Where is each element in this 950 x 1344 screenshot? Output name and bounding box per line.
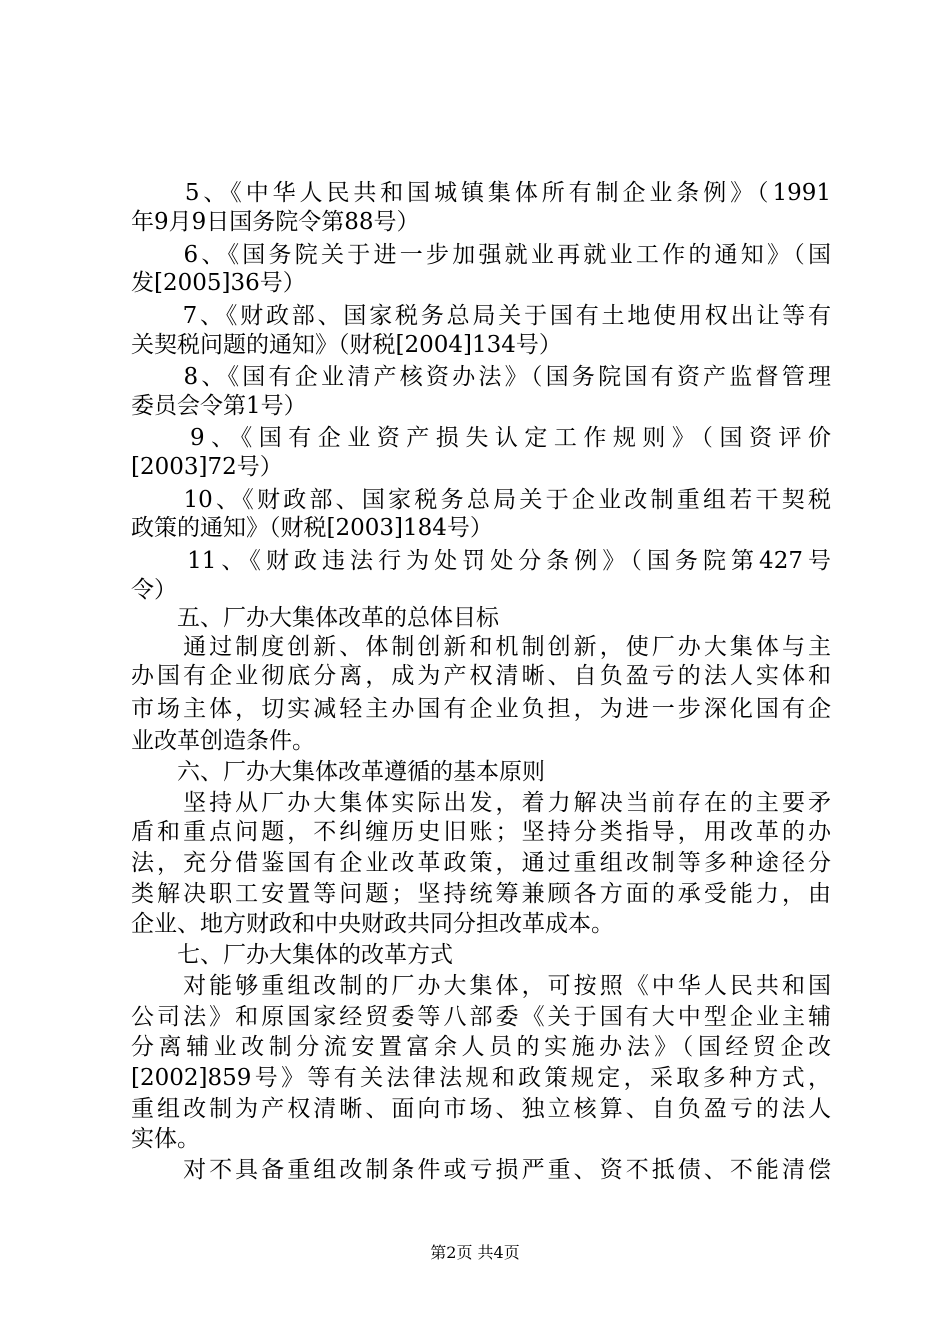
text-line: 坚持从厂办大集体实际出发，着力解决当前存在的主要矛 — [131, 790, 831, 816]
text-line: 发[2005]36号） — [131, 270, 306, 296]
text-line: 类解决职工安置等问题；坚持统筹兼顾各方面的承受能力，由 — [131, 881, 831, 907]
text-line: [2002]859号》等有关法律法规和政策规定，采取多种方式， — [131, 1065, 831, 1091]
text-line: 公司法》和原国家经贸委等八部委《关于国有大中型企业主辅 — [131, 1004, 831, 1030]
text-line: 7、《财政部、国家税务总局关于国有土地使用权出让等有 — [131, 303, 831, 329]
text-line: 市场主体，切实减轻主办国有企业负担，为进一步深化国有企 — [131, 696, 831, 722]
text-line: 年9月9日国务院令第88号） — [131, 209, 420, 235]
text-line: 令） — [131, 577, 177, 603]
text-line: [2003]72号） — [131, 454, 283, 480]
text-line: 5、《中华人民共和国城镇集体所有制企业条例》（1991 — [131, 180, 831, 206]
text-line: 10、《财政部、国家税务总局关于企业改制重组若干契税 — [131, 487, 831, 513]
text-line: 6、《国务院关于进一步加强就业再就业工作的通知》（国 — [131, 242, 831, 268]
text-line: 9、《国有企业资产损失认定工作规则》（国资评价 — [131, 425, 831, 451]
section-heading: 七、厂办大集体的改革方式 — [131, 942, 453, 968]
text-line: 通过制度创新、体制创新和机制创新，使厂办大集体与主 — [131, 634, 831, 660]
text-line: 实体。 — [131, 1126, 200, 1152]
text-line: 11、《财政违法行为处罚处分条例》（国务院第427号 — [131, 548, 831, 574]
page-footer: 第2页 共4页 — [430, 1243, 520, 1262]
text-line: 关契税问题的通知》（财税[2004]134号） — [131, 332, 562, 358]
text-line: 业改革创造条件。 — [131, 728, 315, 754]
text-line: 政策的通知》（财税[2003]184号） — [131, 515, 493, 541]
section-heading: 六、厂办大集体改革遵循的基本原则 — [131, 759, 545, 785]
text-line: 8、《国有企业清产核资办法》（国务院国有资产监督管理 — [131, 364, 831, 390]
text-line: 法，充分借鉴国有企业改革政策，通过重组改制等多种途径分 — [131, 850, 831, 876]
text-line: 对能够重组改制的厂办大集体，可按照《中华人民共和国 — [131, 973, 831, 999]
text-line: 委员会令第1号） — [131, 393, 307, 419]
text-line: 对不具备重组改制条件或亏损严重、资不抵债、不能清偿 — [131, 1157, 831, 1183]
text-line: 盾和重点问题，不纠缠历史旧账；坚持分类指导，用改革的办 — [131, 819, 831, 845]
text-line: 重组改制为产权清晰、面向市场、独立核算、自负盈亏的法人 — [131, 1096, 831, 1122]
text-line: 分离辅业改制分流安置富余人员的实施办法》（国经贸企改 — [131, 1034, 831, 1060]
section-heading: 五、厂办大集体改革的总体目标 — [131, 605, 499, 631]
text-line: 企业、地方财政和中央财政共同分担改革成本。 — [131, 911, 614, 937]
text-line: 办国有企业彻底分离，成为产权清晰、自负盈亏的法人实体和 — [131, 663, 831, 689]
